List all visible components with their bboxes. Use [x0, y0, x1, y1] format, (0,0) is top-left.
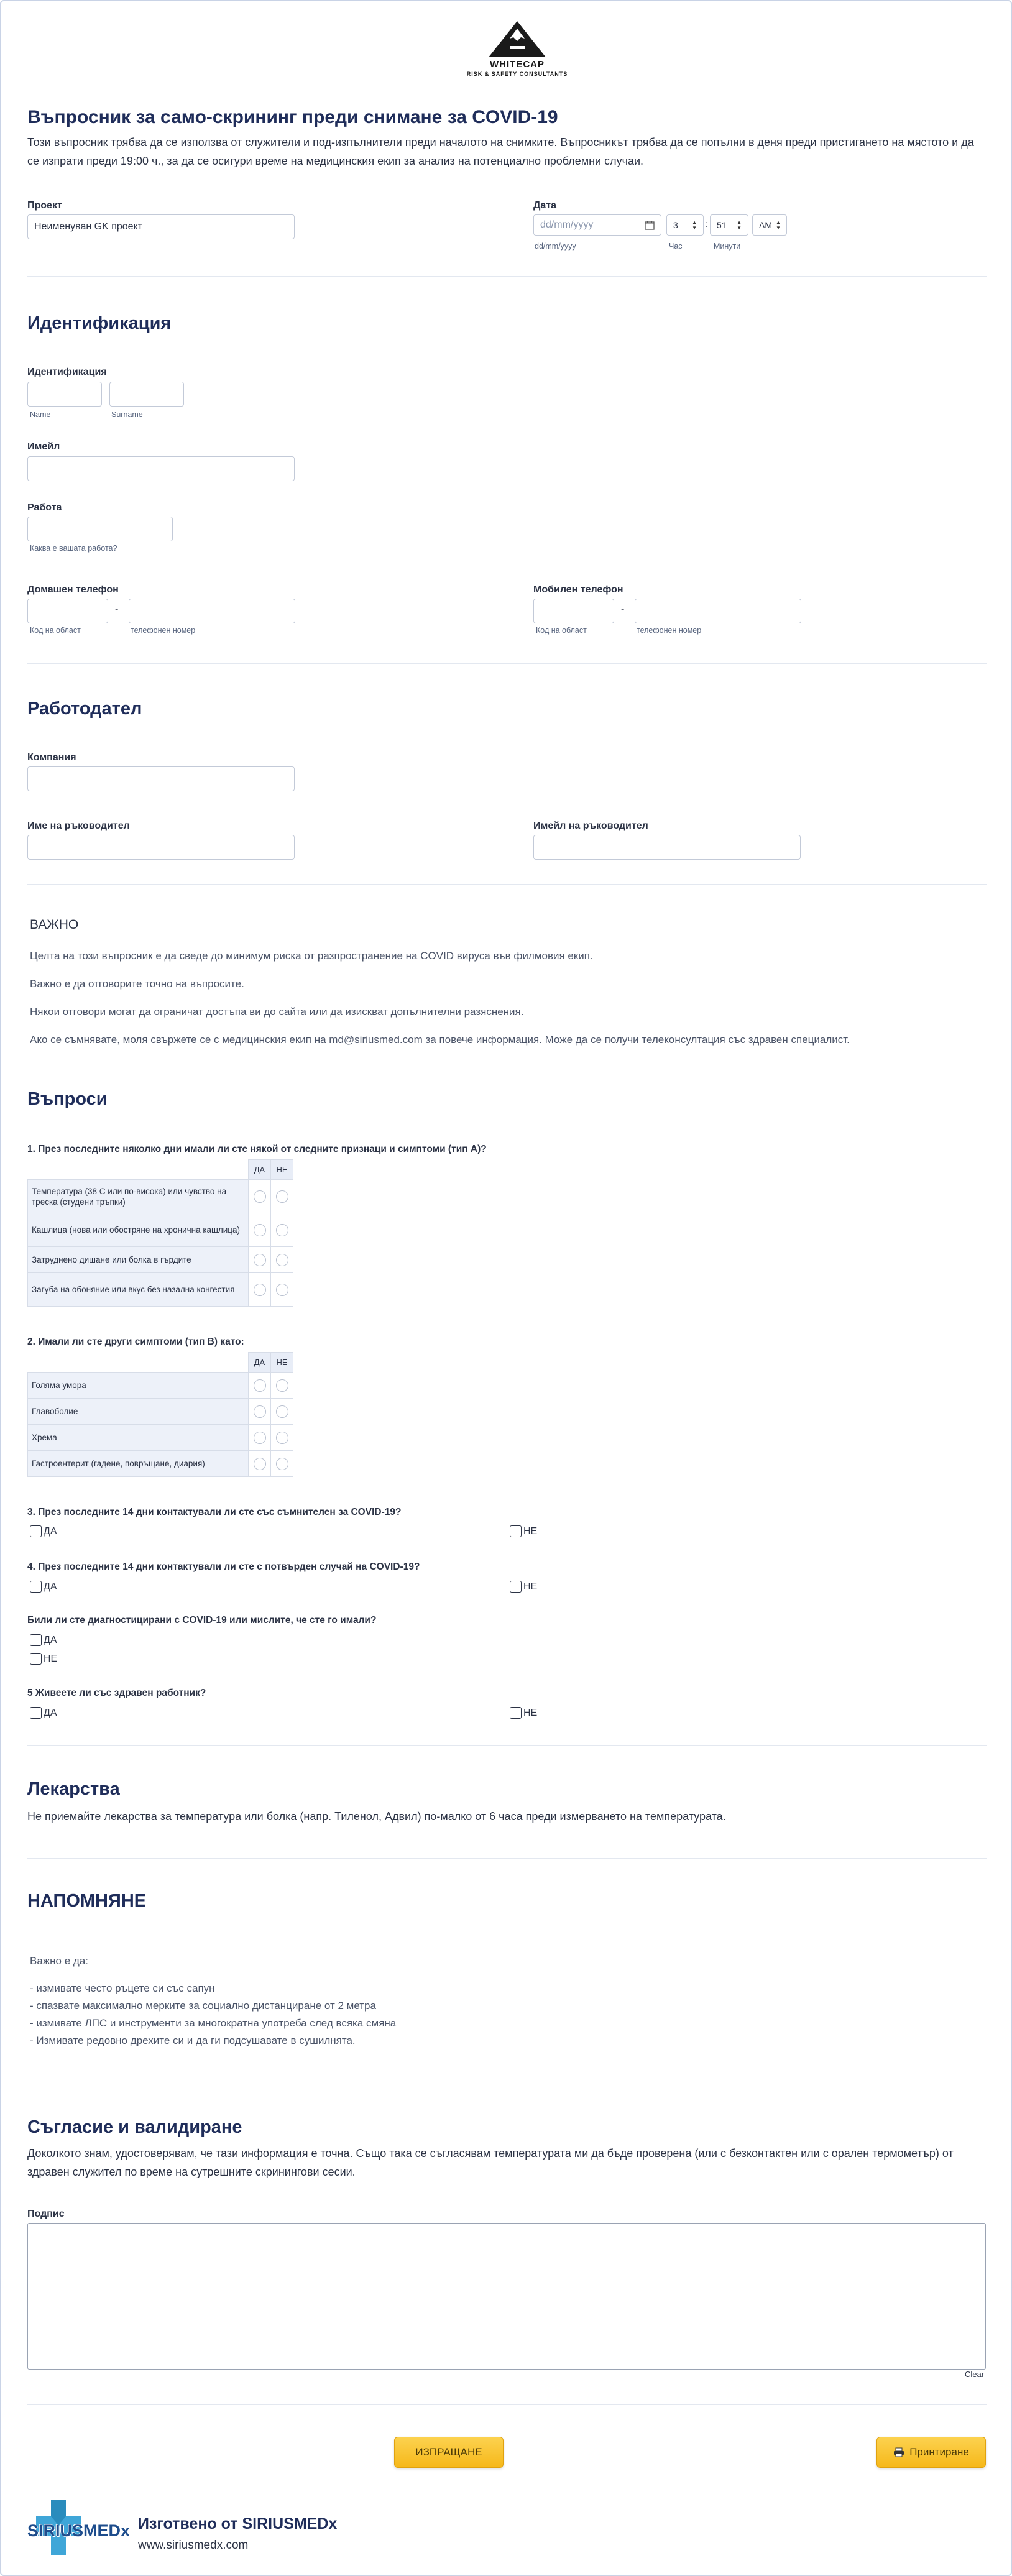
- reminder-heading: НАПОМНЯНЕ: [27, 1891, 147, 1911]
- matrix-row-label: Кашлица (нова или обостряне на хронична кашлица): [28, 1213, 249, 1247]
- date-input[interactable]: dd/mm/yyyy: [533, 214, 661, 236]
- clear-signature-link[interactable]: Clear: [965, 2370, 985, 2379]
- minute-stepper[interactable]: 51 ▲ ▼: [710, 214, 748, 236]
- first-name-input[interactable]: [27, 382, 102, 407]
- matrix-row-label: Гастроентерит (гадене, повръщане, диария): [28, 1451, 249, 1477]
- question-6: 5 Живеете ли със здравен работник?: [27, 1688, 206, 1698]
- reminder-item: - измивате често ръцете си със сапун: [30, 1982, 215, 1994]
- mobile-number-input[interactable]: [635, 599, 801, 623]
- question-4: 4. През последните 14 дни контактували ли сте с потвърден случай на COVID-19?: [27, 1562, 420, 1572]
- important-line: Важно е да отговорите точно на въпросите.: [30, 978, 244, 990]
- radio-no[interactable]: [276, 1254, 288, 1266]
- work-label: Работа: [27, 502, 62, 513]
- submit-button[interactable]: ИЗПРАЩАНЕ: [394, 2437, 504, 2468]
- last-name-sub: Surname: [111, 410, 143, 419]
- reminder-item: - Измивате редовно дрехите си и да ги подсушавате в сушилнята.: [30, 2035, 356, 2046]
- radio-yes[interactable]: [254, 1284, 266, 1296]
- identification-heading: Идентификация: [27, 313, 172, 333]
- radio-yes[interactable]: [254, 1254, 266, 1266]
- logo-tagline: RISK & SAFETY CONSULTANTS: [466, 71, 568, 77]
- question-3: 3. През последните 14 дни контактували ли сте със съмнителен за COVID-19?: [27, 1507, 402, 1517]
- footer-prepared: Изготвено от SIRIUSMEDx: [138, 2515, 338, 2532]
- radio-yes[interactable]: [254, 1224, 266, 1236]
- minute-sub: Минути: [714, 242, 741, 251]
- date-sub: dd/mm/yyyy: [535, 242, 576, 251]
- medicines-heading: Лекарства: [27, 1779, 120, 1799]
- print-button[interactable]: Принтиране: [876, 2437, 986, 2468]
- manager-name-input[interactable]: [27, 835, 295, 860]
- q5-yes-checkbox[interactable]: ДА: [30, 1634, 57, 1646]
- project-label: Проект: [27, 200, 62, 211]
- q5-no-checkbox[interactable]: НЕ: [30, 1653, 57, 1665]
- mobile-area-sub: Код на област: [536, 626, 587, 635]
- manager-name-label: Име на ръководител: [27, 821, 130, 831]
- spinner-icon[interactable]: ▲ ▼: [737, 219, 742, 231]
- consent-text: Доколкото знам, удостоверявам, че тази информация е точна. Също така се съгласявам температурата ми да бъде проверена (или с безконтактен или с орален термометър) от здравен служител по време на сутрешните скринингови сесии.: [27, 2147, 954, 2178]
- signature-pad[interactable]: [27, 2223, 986, 2370]
- whitecap-logo: [461, 20, 573, 82]
- symptoms-a-matrix: ДА НЕ Температура (38 C или по-висока) или чувство на треска (студени тръпки) Кашлица (нова или обостряне на хронична кашлица) Затруднено дишане или болка в гърдите Загуба на обоняние или вкус без назална конгестия: [27, 1159, 293, 1307]
- signature-label: Подпис: [27, 2209, 65, 2219]
- employer-heading: Работодател: [27, 699, 142, 719]
- question-1: 1. През последните няколко дни имали ли сте някой от следните признаци и симптоми (тип А)?: [27, 1144, 487, 1154]
- reminder-intro: Важно е да:: [30, 1955, 89, 1967]
- work-sub: Каква е вашата работа?: [30, 544, 117, 553]
- q6-yes-checkbox[interactable]: ДА: [30, 1707, 57, 1719]
- radio-no[interactable]: [276, 1284, 288, 1296]
- radio-yes[interactable]: [254, 1190, 266, 1203]
- important-heading: ВАЖНО: [30, 918, 79, 932]
- company-label: Компания: [27, 752, 76, 763]
- logo-name: WHITECAP: [490, 59, 545, 70]
- siriusmedx-logo: [27, 2500, 131, 2562]
- medicines-text: Не приемайте лекарства за температура или болка (напр. Тиленол, Адвил) по-малко от 6 часа преди измерването на температурата.: [27, 1810, 726, 1823]
- matrix-row-label: Главоболие: [28, 1399, 249, 1425]
- matrix-row-label: Голяма умора: [28, 1373, 249, 1399]
- email-input[interactable]: [27, 456, 295, 481]
- q3-no-checkbox[interactable]: НЕ: [510, 1525, 537, 1537]
- radio-no[interactable]: [276, 1379, 288, 1392]
- footer-brand: SIRIUSMEDx: [27, 2521, 131, 2540]
- manager-email-input[interactable]: [533, 835, 801, 860]
- spinner-icon[interactable]: ▲ ▼: [692, 219, 697, 231]
- radio-yes[interactable]: [254, 1405, 266, 1418]
- radio-no[interactable]: [276, 1190, 288, 1203]
- radio-no[interactable]: [276, 1432, 288, 1444]
- hour-stepper[interactable]: 3 ▲ ▼: [666, 214, 704, 236]
- consent-heading: Съгласие и валидиране: [27, 2117, 242, 2137]
- q4-yes-checkbox[interactable]: ДА: [30, 1581, 57, 1593]
- home-number-sub: телефонен номер: [131, 626, 196, 635]
- radio-yes[interactable]: [254, 1458, 266, 1470]
- name-label: Идентификация: [27, 367, 107, 377]
- page-description: Този въпросник трябва да се използва от служители и под-изпълнители преди началото на снимките. Въпросникът трябва да се попълни в деня преди пристигането на мястото и да се изпрати преди 19:00 ч., за да се осигури време на медицинския екип за анализ на потенциално проблемни случаи.: [27, 136, 974, 167]
- radio-no[interactable]: [276, 1224, 288, 1236]
- manager-email-label: Имейл на ръководител: [533, 821, 648, 831]
- home-number-input[interactable]: [129, 599, 295, 623]
- home-area-sub: Код на област: [30, 626, 81, 635]
- mountain-logo-icon: [486, 20, 548, 58]
- ampm-stepper[interactable]: AM ▲ ▼: [752, 214, 787, 236]
- q3-yes-checkbox[interactable]: ДА: [30, 1525, 57, 1537]
- project-input[interactable]: Неименуван GK проект: [27, 214, 295, 239]
- printer-icon: [893, 2447, 904, 2457]
- hour-sub: Час: [669, 242, 683, 251]
- footer-url[interactable]: www.siriusmedx.com: [138, 2539, 249, 2552]
- mobile-area-input[interactable]: [533, 599, 614, 623]
- important-line: Някои отговори могат да ограничат достъпа ви до сайта или да изискват допълнителни разяснения.: [30, 1006, 524, 1018]
- matrix-row-label: Затруднено дишане или болка в гърдите: [28, 1247, 249, 1273]
- radio-yes[interactable]: [254, 1432, 266, 1444]
- matrix-row-label: Загуба на обоняние или вкус без назална конгестия: [28, 1273, 249, 1307]
- questions-heading: Въпроси: [27, 1089, 108, 1109]
- reminder-item: - спазвате максимално мерките за социално дистанциране от 2 метра: [30, 2000, 376, 2012]
- radio-no[interactable]: [276, 1405, 288, 1418]
- mobile-number-sub: телефонен номер: [637, 626, 702, 635]
- radio-no[interactable]: [276, 1458, 288, 1470]
- home-phone-label: Домашен телефон: [27, 584, 119, 595]
- home-area-input[interactable]: [27, 599, 108, 623]
- matrix-row-label: Хрема: [28, 1425, 249, 1451]
- mobile-label: Мобилен телефон: [533, 584, 623, 595]
- matrix-row-label: Температура (38 C или по-висока) или чувство на треска (студени тръпки): [28, 1180, 249, 1213]
- work-input[interactable]: [27, 517, 173, 541]
- radio-yes[interactable]: [254, 1379, 266, 1392]
- q6-no-checkbox[interactable]: НЕ: [510, 1707, 537, 1719]
- page-title: Въпросник за само-скрининг преди снимане за COVID-19: [27, 107, 558, 127]
- spinner-icon[interactable]: ▲ ▼: [776, 219, 781, 231]
- reminder-item: - измивате ЛПС и инструменти за многократна употреба след всяка смяна: [30, 2017, 397, 2029]
- last-name-input[interactable]: [109, 382, 184, 407]
- first-name-sub: Name: [30, 410, 51, 419]
- date-label: Дата: [533, 200, 557, 211]
- company-input[interactable]: [27, 766, 295, 791]
- form-page: WHITECAP RISK & SAFETY CONSULTANTS Въпросник за само-скрининг преди снимане за COVID-19 Този въпросник трябва да се използва от служители и под-изпълнители преди началото на снимките. Въпросникът трябва да се попълни в деня преди пристигането на мястото и да се изпрати преди 19:00 ч., за да се осигури време на медицинския екип за анализ на потенциално проблемни случаи. Проект Неименуван GK проект Дата dd/mm/yyyy dd/mm/yyyy 3 ▲ ▼ : 51 ▲ ▼ AM ▲ ▼ Час Минути Идентификация Идентификация Name Surname Имейл Работа Каква е вашата работа? Домашен телефон - Код на област телефонен номер Мобилен телефон - Код на област телефонен номер Работодател Компания Име на ръководител Имейл на ръководител ВАЖНО Целта на този въпросник е да сведе до минимум риска от разпространение на COVID вируса във филмовия екип. Важно е да отговорите точно на въпросите. Някои отговори могат да ограничат достъпа ви до сайта или да изискват допълнителни разяснения. Ако се съмнявате, моля свържете се с медицинския екип на md@siriusmed.com за повече информация. Може да се получи телеконсултация със здравен специалист. Въпроси 1. През последните няколко дни имали ли сте някой от следните признаци и симптоми (тип А)? ДА НЕ Температура (38 C или по-висока) или чувство на треска (студени тръпки) Кашлица (нова или обостряне на хронична кашлица) Затруднено дишане или болка в гърдите Загуба на обоняние или вкус без назална конгестия 2. Имали ли сте други симптоми (тип B) като: ДА НЕ Голяма умора Главоболие Хрема Гастроентерит (гадене, повръщане, диария) 3. През последните 14 дни контактували ли сте със съмнителен за COVID-19? ДА НЕ 4. През последните 14 дни контактували ли сте с потвърден случай на COVID-19? ДА НЕ Били ли сте диагностицирани с COVID-19 или мислите, че сте го имали? ДА НЕ 5 Живеете ли със здравен работник? ДА НЕ Лекарства Не приемайте лекарства за температура или болка (напр. Тиленол, Адвил) по-малко от 6 часа преди измерването на температурата. НАПОМНЯНЕ Важно е да: - измивате често ръцете си със сапун - спазвате максимално мерките за социално дистанциране от 2 метра - измивате ЛПС и инструменти за многократна употреба след всяка смяна - Измивате редовно дрехите си и да ги подсушавате в сушилнята. Съгласие и валидиране Доколкото знам, удостоверявам, че тази информация е точна. Също така се съгласявам температурата ми да бъде проверена (или с безконтактен или с орален термометър) от здравен служител по време на сутрешните скринингови сесии. Подпис Clear ИЗПРАЩАНЕ Принтиране SIRIUSMEDx Изготвено от SIRIUSMEDx www.siriusmedx.com: [0, 0, 1012, 2576]
- symptoms-b-matrix: ДА НЕ Голяма умора Главоболие Хрема Гастроентерит (гадене, повръщане, диария): [27, 1352, 293, 1477]
- email-label: Имейл: [27, 441, 60, 452]
- important-line: Ако се съмнявате, моля свържете се с медицинския екип на md@siriusmed.com за повече информация. Може да се получи телеконсултация със здравен специалист.: [30, 1034, 850, 1046]
- important-line: Целта на този въпросник е да сведе до минимум риска от разпространение на COVID вируса във филмовия екип.: [30, 950, 593, 962]
- question-5: Били ли сте диагностицирани с COVID-19 или мислите, че сте го имали?: [27, 1615, 377, 1626]
- question-2: 2. Имали ли сте други симптоми (тип B) като:: [27, 1336, 244, 1347]
- q4-no-checkbox[interactable]: НЕ: [510, 1581, 537, 1593]
- calendar-icon[interactable]: [645, 220, 655, 230]
